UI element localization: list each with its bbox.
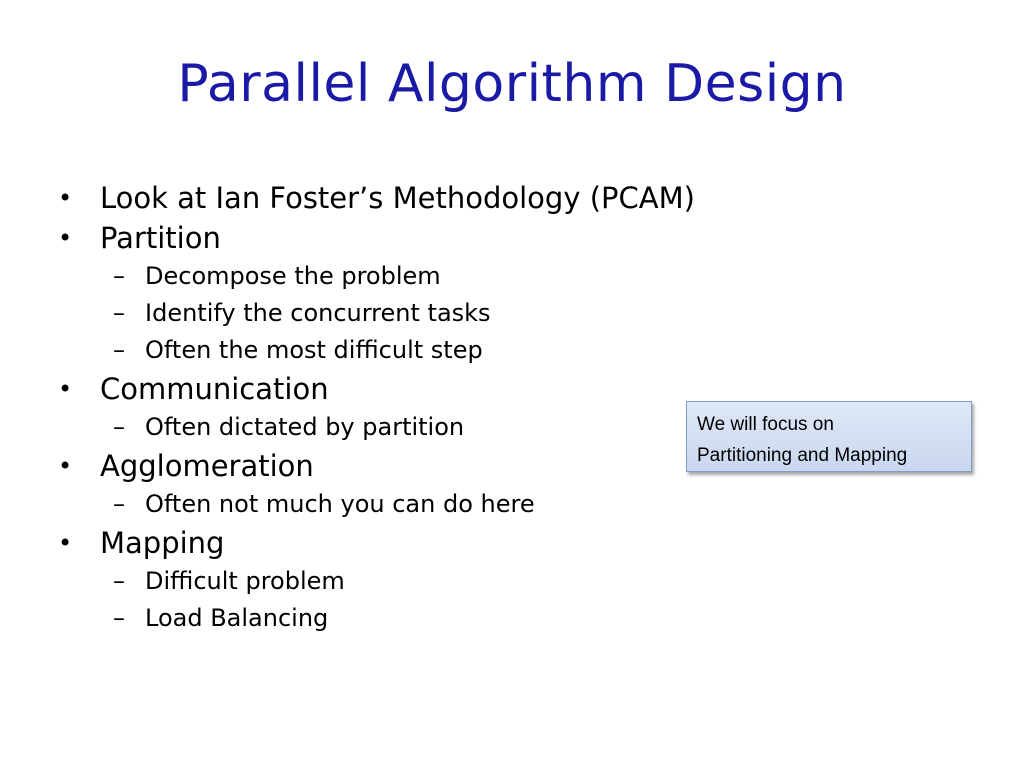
bullet-text: Mapping (100, 526, 225, 560)
dash-icon: – (113, 413, 125, 441)
callout-box (686, 401, 972, 472)
sub-bullet-item (58, 409, 695, 446)
bullet-dot-icon: • (58, 184, 73, 212)
sub-bullet-group (58, 258, 695, 369)
sub-bullet-text: Decompose the problem (145, 262, 441, 290)
bullet-text: Look at Ian Foster’s Methodology (PCAM) (100, 181, 695, 215)
sub-bullet-text: Identify the concurrent tasks (145, 299, 491, 327)
sub-bullet-list (58, 563, 695, 637)
bullet-list (58, 178, 695, 637)
bullet-dot-icon: • (58, 529, 73, 557)
callout-line-1: We will focus on (697, 414, 834, 435)
sub-bullet-text: Difficult problem (145, 567, 345, 595)
sub-bullet-list (58, 258, 695, 369)
sub-bullet-list (58, 486, 695, 523)
bullet-dot-icon: • (58, 375, 73, 403)
dash-icon: – (113, 604, 125, 632)
dash-icon: – (113, 299, 125, 327)
sub-bullet-list (58, 409, 695, 446)
bullet-dot-icon: • (58, 452, 73, 480)
sub-bullet-text: Often dictated by partition (145, 413, 465, 441)
callout-line-2: Partitioning and Mapping (697, 445, 908, 466)
sub-bullet-item (58, 563, 695, 600)
sub-bullet-item (58, 258, 695, 295)
sub-bullet-group (58, 409, 695, 446)
sub-bullet-item (58, 600, 695, 637)
bullet-text: Communication (100, 372, 329, 406)
dash-icon: – (113, 262, 125, 290)
dash-icon: – (113, 490, 125, 518)
bullet-item (58, 369, 695, 409)
sub-bullet-text: Often not much you can do here (145, 490, 535, 518)
sub-bullet-item (58, 295, 695, 332)
bullet-text: Partition (100, 221, 221, 255)
bullet-text: Agglomeration (100, 449, 314, 483)
bullet-dot-icon: • (58, 224, 73, 252)
bullet-item (58, 446, 695, 486)
bullet-item (58, 218, 695, 258)
sub-bullet-item (58, 332, 695, 369)
slide-title: Parallel Algorithm Design (177, 54, 847, 114)
sub-bullet-text: Often the most difficult step (145, 336, 483, 364)
bullet-item (58, 523, 695, 563)
dash-icon: – (113, 336, 125, 364)
dash-icon: – (113, 567, 125, 595)
sub-bullet-text: Load Balancing (145, 604, 329, 632)
sub-bullet-group (58, 563, 695, 637)
bullet-item (58, 178, 695, 218)
sub-bullet-group (58, 486, 695, 523)
sub-bullet-item (58, 486, 695, 523)
